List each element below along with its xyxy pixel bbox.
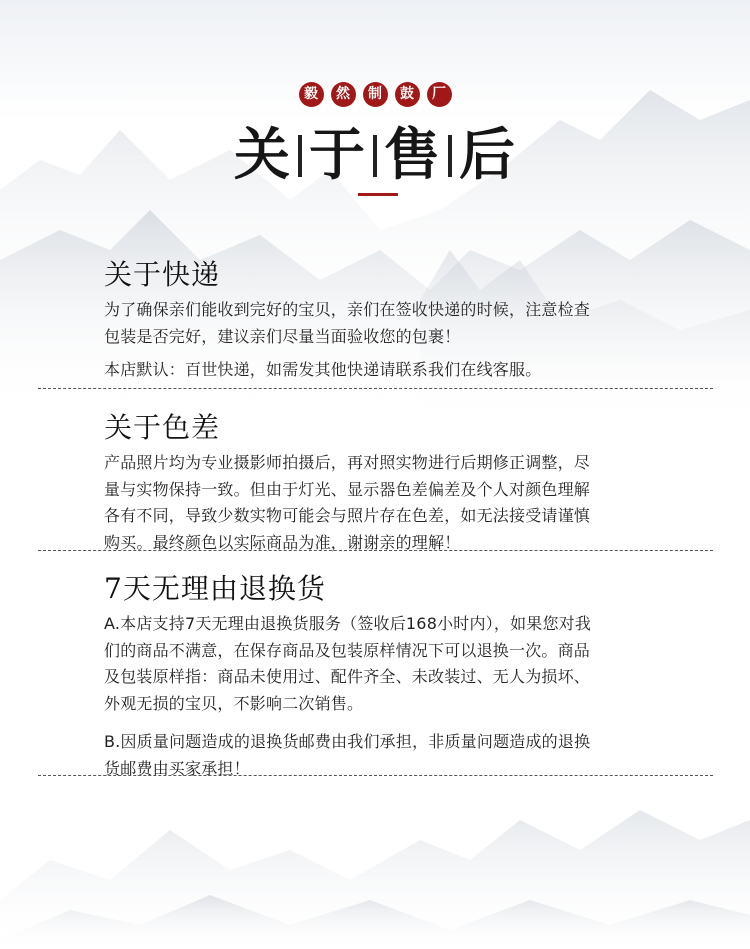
section-text: 为了确保亲们能收到完好的宝贝，亲们在签收快递的时候，注意检查 <box>104 300 591 319</box>
section-text: A.本店支持7天无理由退换货服务（签收后168小时内），如果您对我 <box>104 614 592 633</box>
page-title <box>0 122 750 188</box>
brand-char: 鼓 <box>395 82 420 107</box>
section-title: 关于快递 <box>104 258 221 291</box>
title-separator <box>373 135 377 177</box>
brand-char: 厂 <box>427 82 452 107</box>
section-text: 各有不同，导致少数实物可能会与照片存在色差，如无法接受请谨慎 <box>104 506 591 525</box>
title-separator <box>298 135 302 177</box>
brand-char: 毅 <box>299 82 324 107</box>
section-title: 7天无理由退换货 <box>104 572 326 605</box>
section-text: 购买。最终颜色以实际商品为准，谢谢亲的理解！ <box>104 532 461 552</box>
section-text: 及包装原样指：商品未使用过、配件齐全、未改装过、无人为损坏、 <box>104 667 591 686</box>
section-text: B.因质量问题造成的退换货邮费由我们承担，非质量问题造成的退换 <box>104 732 591 751</box>
section-text: 货邮费由买家承担！ <box>104 758 250 778</box>
brand-char: 制 <box>363 82 388 107</box>
dashed-divider <box>38 775 713 776</box>
section-text: 们的商品不满意，在保存商品及包装原样情况下可以退换一次。商品 <box>104 640 591 660</box>
section-text: 外观无损的宝贝，不影响二次销售。 <box>104 693 364 713</box>
section-text: 包装是否完好，建议亲们尽量当面验收您的包裹！ <box>104 326 461 346</box>
title-char: 售 <box>384 122 441 188</box>
section-text: 本店默认：百世快递，如需发其他快递请联系我们在线客服。 <box>104 360 542 379</box>
section-title: 关于色差 <box>104 411 221 444</box>
title-separator <box>448 135 452 177</box>
section-text: 量与实物保持一致。但由于灯光、显示器色差偏差及个人对颜色理解 <box>104 479 591 499</box>
brand-char: 然 <box>331 82 356 107</box>
brand-seal-row <box>0 82 750 107</box>
section-text: 产品照片均为专业摄影师拍摄后，再对照实物进行后期修正调整，尽 <box>104 453 591 472</box>
title-char: 于 <box>309 122 366 188</box>
title-underline <box>358 193 398 196</box>
title-char: 关 <box>234 122 291 188</box>
title-char: 后 <box>459 122 516 188</box>
section-color-difference <box>104 410 649 556</box>
dashed-divider <box>38 388 713 389</box>
section-shipping <box>104 257 649 384</box>
section-returns <box>104 571 649 782</box>
dashed-divider <box>38 550 713 551</box>
